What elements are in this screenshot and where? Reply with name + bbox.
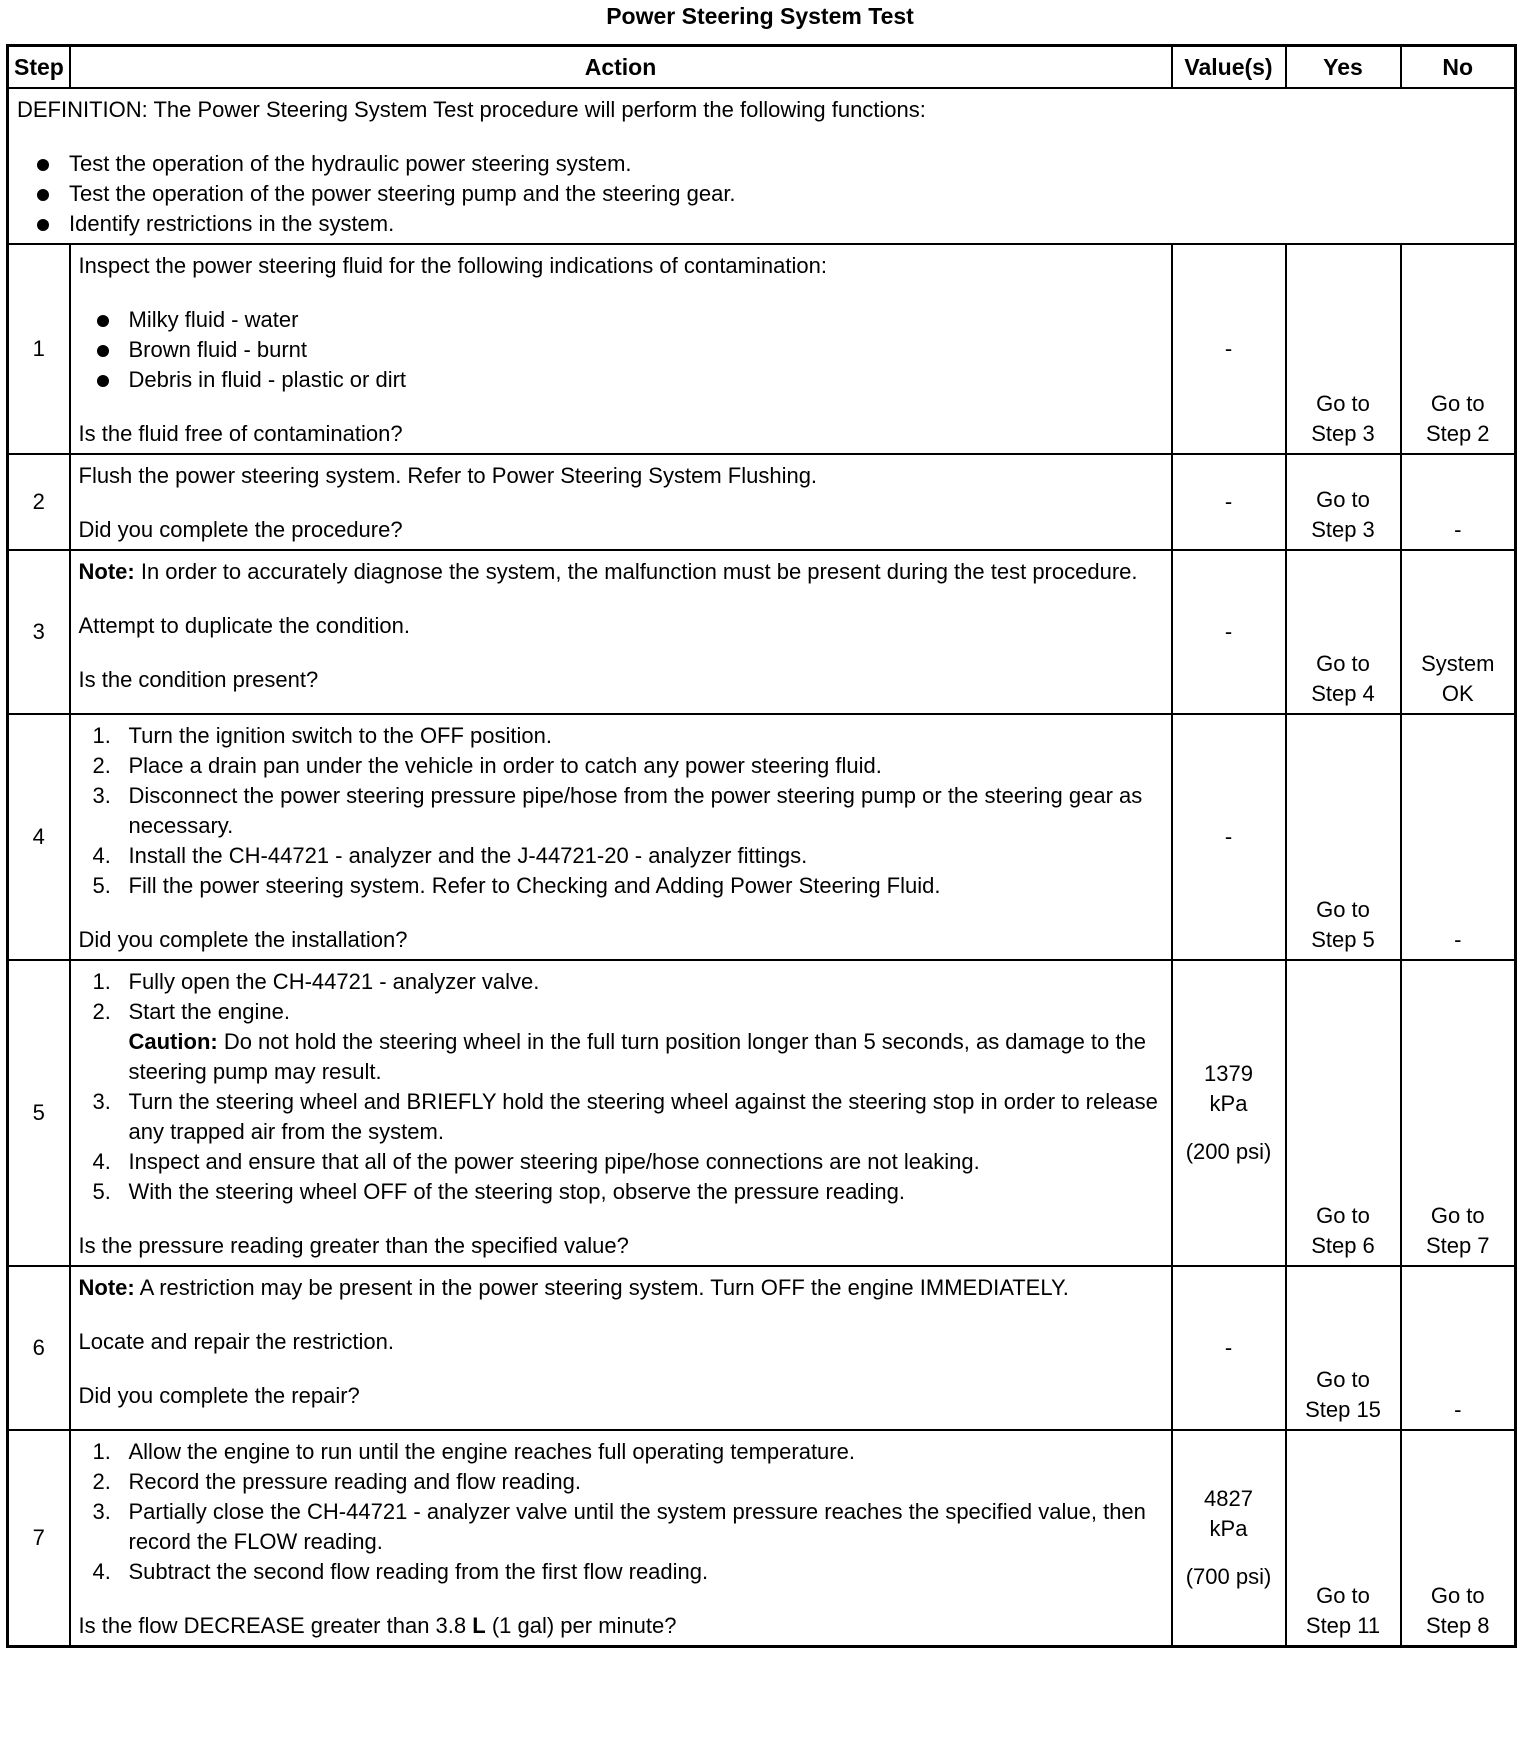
action-intro: Flush the power steering system. Refer to Power Steering System Flushing. [78,463,818,488]
action-steps-list [79,967,1163,1207]
yes-line: Step 11 [1305,1613,1381,1638]
step-number: 1 [8,244,70,454]
item-text: Disconnect the power steering pressure pipe/hose from the power steering pump or the steering gear as necessary. [128,783,1143,838]
no-line: System [1421,651,1495,676]
item-text: Fully open the CH-44721 - analyzer valve. [128,969,540,994]
no-line: Step 8 [1425,1613,1490,1638]
list-item [79,871,1163,901]
yes-line: Step 3 [1311,517,1375,542]
yes-cell [1286,1266,1401,1430]
list-item: Test the operation of the power steering pump and the steering gear. [17,179,1506,209]
step-number: 5 [8,960,70,1266]
yes-line: Go to [1316,651,1370,676]
action-question: Did you complete the installation? [78,927,408,952]
value-cell: - [1172,244,1286,454]
value-line: kPa [1209,1516,1248,1541]
table-row [8,1430,1516,1647]
list-item: Brown fluid - burnt [79,335,1163,365]
item-text: Install the CH-44721 - analyzer and the J-44721-20 - analyzer fittings. [128,843,808,868]
item-number: 1. [92,1439,111,1464]
step-number: 7 [8,1430,70,1647]
action-steps-list [79,721,1163,901]
no-cell [1401,1430,1516,1647]
no-line: Go to [1430,391,1485,416]
item-number: 3. [92,1089,111,1114]
no-line: Go to [1430,1203,1485,1228]
yes-line: Go to [1316,897,1370,922]
yes-line: Step 4 [1311,681,1375,706]
step-number: 3 [8,550,70,714]
item-number: 2. [92,999,111,1024]
action-question: Did you complete the procedure? [78,517,403,542]
action-list [79,305,1163,395]
no-line: Step 2 [1425,421,1490,446]
list-item [79,1467,1163,1497]
note-label: Note: [78,559,135,584]
action-question [79,1611,1163,1641]
definition-list [17,149,1506,239]
no-line: Go to [1430,1583,1485,1608]
list-item [79,841,1163,871]
item-text: Fill the power steering system. Refer to Checking and Adding Power Steering Fluid. [128,873,941,898]
item-number: 4. [92,1149,111,1174]
no-line: Step 7 [1425,1233,1490,1258]
item-number: 3. [92,1499,111,1524]
value-cell: - [1172,714,1286,960]
note-paragraph [79,557,1163,587]
list-item [79,1147,1163,1177]
definition-cell [8,88,1516,244]
note-paragraph [79,1273,1163,1303]
header-no: No [1401,46,1516,89]
list-item [79,721,1163,751]
value-cell: - [1172,454,1286,550]
action-question: Is the fluid free of contamination? [78,421,403,446]
item-text: With the steering wheel OFF of the steering stop, observe the pressure reading. [128,1179,906,1204]
item-number: 4. [92,1559,111,1584]
question-post: (1 gal) per minute? [485,1613,677,1638]
action-cell [70,1266,1172,1430]
no-cell [1401,960,1516,1266]
header-yes: Yes [1286,46,1401,89]
procedure-table [6,44,1517,1648]
yes-cell [1286,550,1401,714]
yes-cell [1286,1430,1401,1647]
value-cell: - [1172,1266,1286,1430]
list-item [79,1497,1163,1557]
no-cell: - [1401,454,1516,550]
list-item: Identify restrictions in the system. [17,209,1506,239]
header-step: Step [8,46,70,89]
item-number: 1. [92,723,111,748]
action-intro: Attempt to duplicate the condition. [78,613,410,638]
caution-label: Caution: [128,1029,218,1054]
step-number: 4 [8,714,70,960]
item-text: Place a drain pan under the vehicle in order to catch any power steering fluid. [128,753,882,778]
header-values: Value(s) [1172,46,1286,89]
table-row [8,960,1516,1266]
yes-line: Go to [1316,1367,1370,1392]
no-line: OK [1441,681,1474,706]
action-intro: Inspect the power steering fluid for the following indications of contamination: [78,253,827,278]
list-item [79,781,1163,841]
item-number: 1. [92,969,111,994]
list-item [79,967,1163,997]
value-cell [1172,960,1286,1266]
no-cell [1401,244,1516,454]
no-cell: - [1401,714,1516,960]
action-steps-list [79,1437,1163,1587]
item-text: Record the pressure reading and flow reading. [128,1469,581,1494]
item-number: 4. [92,843,111,868]
item-number: 5. [92,873,111,898]
yes-cell [1286,244,1401,454]
note-text: In order to accurately diagnose the system, the malfunction must be present during the test procedure. [134,559,1138,584]
value-line: kPa [1209,1091,1248,1116]
value-cell: - [1172,550,1286,714]
action-cell [70,960,1172,1266]
note-text: A restriction may be present in the power steering system. Turn OFF the engine IMMEDIATELY. [134,1275,1069,1300]
value-line: (200 psi) [1185,1139,1272,1164]
item-text: Turn the steering wheel and BRIEFLY hold the steering wheel against the steering stop in order to release any trapped air from the system. [128,1089,1158,1144]
step-number: 2 [8,454,70,550]
no-cell [1401,550,1516,714]
header-row [8,46,1516,89]
yes-line: Go to [1316,1583,1370,1608]
action-question: Did you complete the repair? [78,1383,360,1408]
question-unit: L [472,1613,486,1638]
list-item [79,1557,1163,1587]
value-line: 1379 [1204,1061,1253,1086]
item-text: Allow the engine to run until the engine reaches full operating temperature. [128,1439,855,1464]
step-number: 6 [8,1266,70,1430]
table-row [8,550,1516,714]
item-text: Partially close the CH-44721 - analyzer valve until the system pressure reaches the specified value, then record the FLOW reading. [128,1499,1146,1554]
item-number: 3. [92,783,111,808]
item-text: Turn the ignition switch to the OFF position. [128,723,552,748]
definition-text: DEFINITION: The Power Steering System Test procedure will perform the following functions: [17,97,926,122]
value-line: 4827 [1204,1486,1253,1511]
item-number: 2. [92,1469,111,1494]
yes-line: Go to [1316,1203,1370,1228]
list-item: Test the operation of the hydraulic power steering system. [17,149,1506,179]
item-text: Inspect and ensure that all of the power steering pipe/hose connections are not leaking. [128,1149,980,1174]
page-title: Power Steering System Test [606,3,914,29]
note-label: Note: [78,1275,135,1300]
yes-line: Step 6 [1311,1233,1375,1258]
yes-line: Go to [1316,487,1370,512]
action-cell [70,1430,1172,1647]
definition-row [8,88,1516,244]
list-item: Debris in fluid - plastic or dirt [79,365,1163,395]
list-item [79,1087,1163,1147]
yes-line: Step 15 [1305,1397,1381,1422]
yes-line: Step 5 [1311,927,1375,952]
yes-cell [1286,454,1401,550]
item-number: 2. [92,753,111,778]
action-cell [70,454,1172,550]
table-row [8,714,1516,960]
action-question: Is the pressure reading greater than the specified value? [78,1233,629,1258]
caution-text: Do not hold the steering wheel in the full turn position longer than 5 seconds, as damage to the steering pump may result. [128,1029,1146,1084]
yes-cell [1286,714,1401,960]
value-line: (700 psi) [1185,1564,1272,1589]
yes-line: Step 3 [1311,421,1375,446]
value-cell [1172,1430,1286,1647]
action-cell [70,550,1172,714]
list-item [79,1437,1163,1467]
list-item [79,1177,1163,1207]
table-row [8,454,1516,550]
item-text: Start the engine. [128,999,290,1024]
action-cell [70,244,1172,454]
action-cell [70,714,1172,960]
item-number: 5. [92,1179,111,1204]
list-item: Milky fluid - water [79,305,1163,335]
action-intro: Locate and repair the restriction. [78,1329,395,1354]
list-item [79,751,1163,781]
yes-line: Go to [1316,391,1370,416]
table-row [8,1266,1516,1430]
header-action: Action [70,46,1172,89]
action-question: Is the condition present? [78,667,319,692]
item-text: Subtract the second flow reading from the first flow reading. [128,1559,709,1584]
yes-cell [1286,960,1401,1266]
question-pre: Is the flow DECREASE greater than 3.8 [78,1613,473,1638]
table-row [8,244,1516,454]
no-cell: - [1401,1266,1516,1430]
list-item [79,997,1163,1087]
